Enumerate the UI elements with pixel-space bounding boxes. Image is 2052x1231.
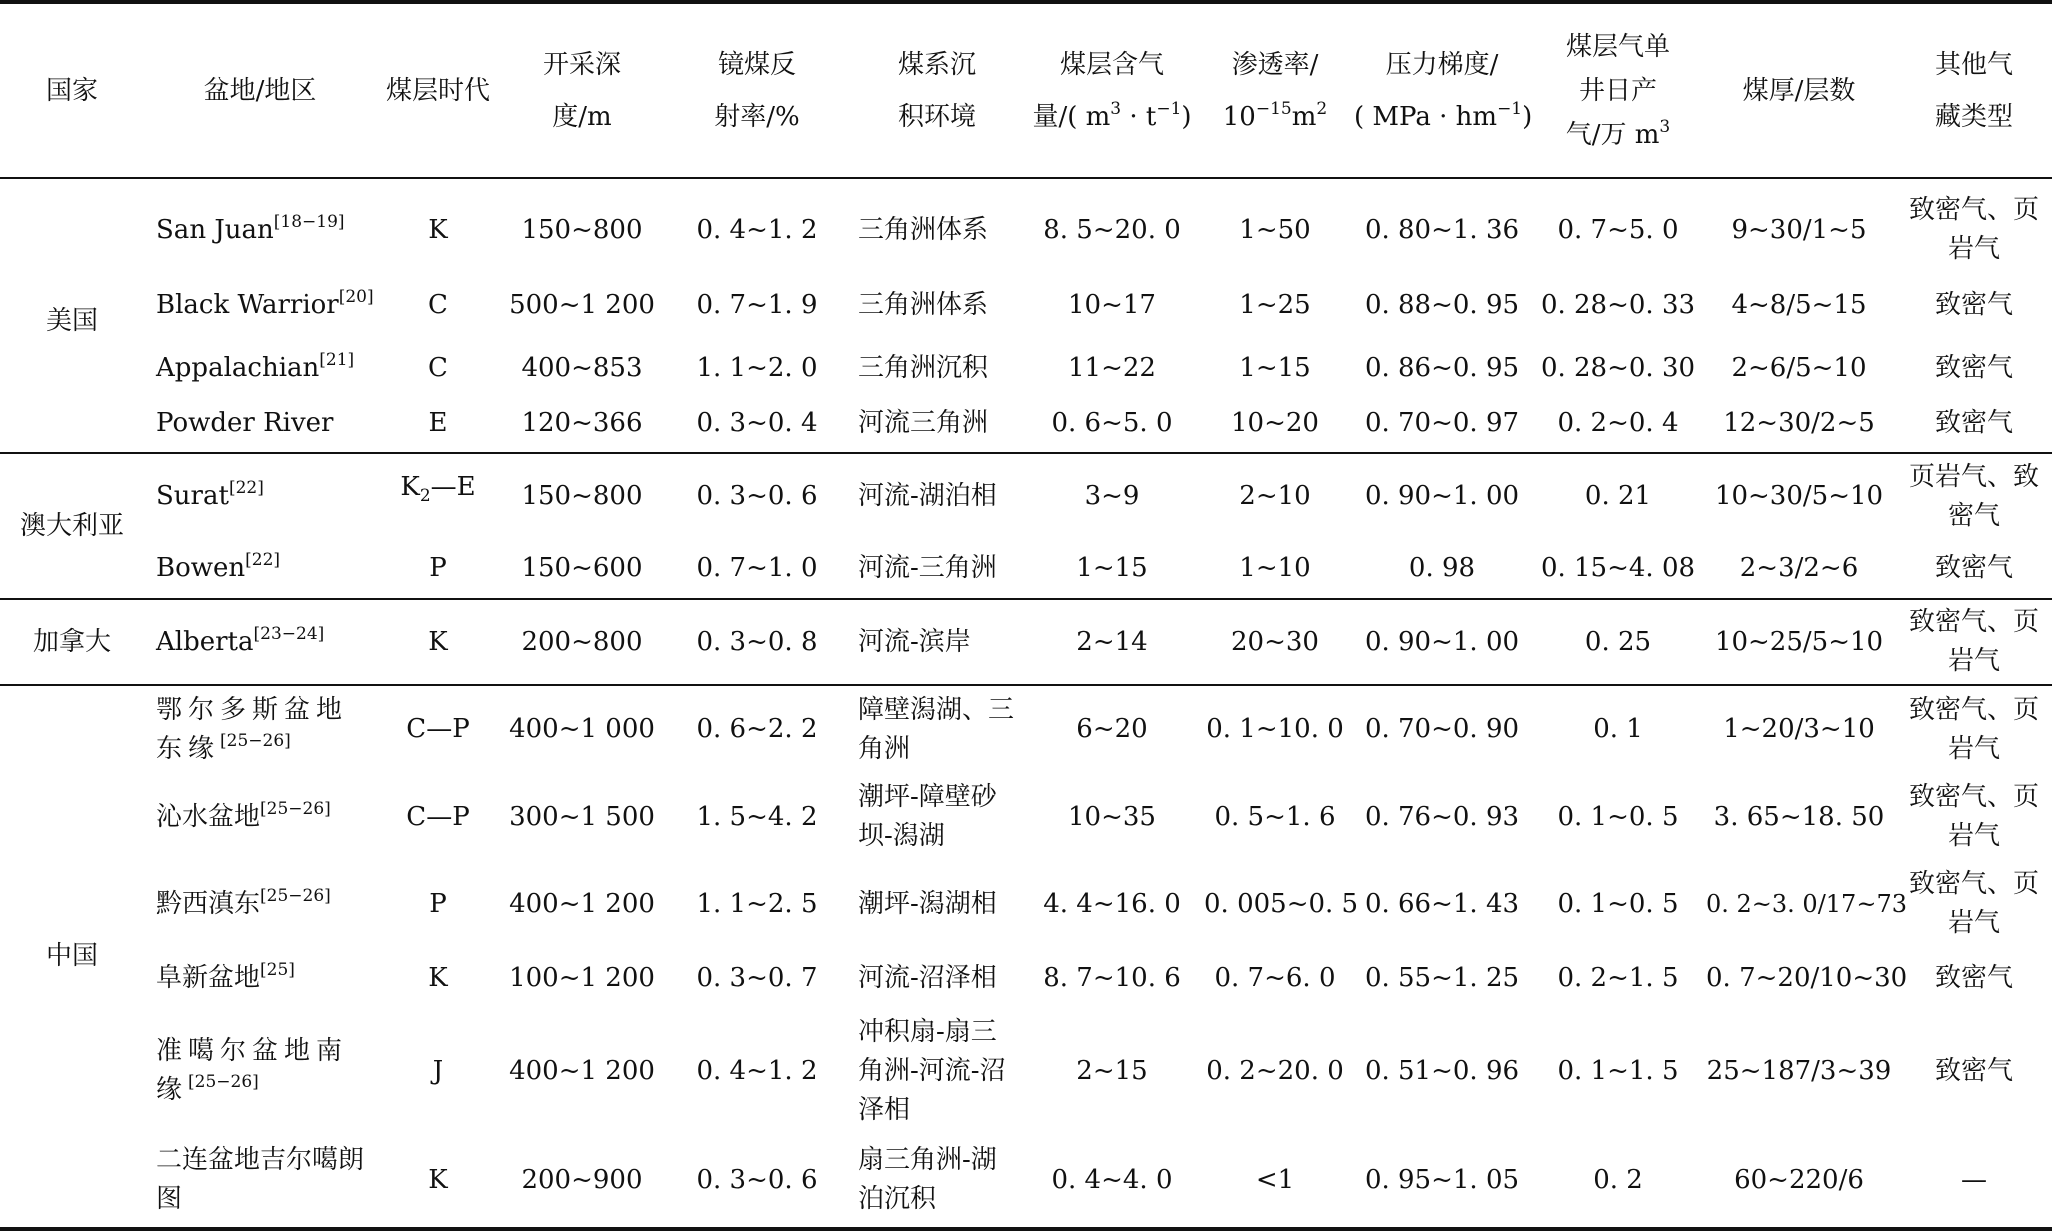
other-cell: 致密气、页岩气 [1908, 869, 2039, 938]
header-thickness: 煤厚/层数 [1742, 75, 1856, 106]
gas-cell: 1~15 [1076, 553, 1148, 583]
ro-cell: 0. 3~0. 8 [696, 626, 818, 657]
env-cell: 扇三角洲-湖泊沉积 [858, 1145, 997, 1214]
table-row [0, 539, 2052, 599]
perm-cell: 0. 005~0. 5 [1204, 888, 1359, 919]
perm-cell: 0. 1~10. 0 [1206, 714, 1344, 744]
basin-cell: 二连盆地吉尔噶朗图 [156, 1145, 365, 1214]
era-cell: K [428, 626, 448, 657]
env-cell: 河流-沼泽相 [858, 962, 997, 993]
production-cell: 0. 2~0. 4 [1557, 408, 1679, 438]
era-cell: E [428, 408, 448, 438]
production-cell: 0. 25 [1584, 626, 1652, 657]
thickness-cell: 10~30/5~10 [1714, 481, 1884, 511]
basin-cell: 黔西滇东[25−26] [156, 885, 331, 919]
other-cell: 致密气 [1934, 962, 2013, 993]
depth-cell: 400~853 [521, 352, 643, 383]
ro-cell: 0. 4~1. 2 [696, 1055, 818, 1086]
perm-cell: 0. 2~20. 0 [1206, 1055, 1344, 1086]
header-env: 煤系沉 积环境 [897, 49, 976, 132]
depth-cell: 200~800 [521, 626, 643, 657]
table-row [0, 773, 2052, 861]
other-cell: 致密气 [1934, 352, 2013, 383]
pressure-cell: 0. 90~1. 00 [1364, 626, 1520, 657]
ro-cell: 0. 3~0. 6 [696, 481, 818, 511]
production-cell: 0. 1 [1593, 714, 1643, 744]
thickness-cell: 9~30/1~5 [1731, 214, 1867, 245]
era-cell: K [428, 214, 448, 245]
perm-cell: 0. 7~6. 0 [1214, 962, 1336, 993]
header-gas-content: 煤层含气 量/( $m^3 \cdot t^{-1}$) [1032, 49, 1192, 132]
header-basin: 盆地/地区 [203, 75, 317, 106]
perm-cell: 1~10 [1239, 553, 1311, 583]
depth-cell: 400~1 000 [509, 714, 655, 744]
thickness-cell: 60~220/6 [1734, 1164, 1864, 1195]
era-cell: P [429, 553, 447, 583]
table-row [0, 453, 2052, 539]
table-row [0, 861, 2052, 947]
basin-cell: 鄂尔多斯盆地东缘[25−26] [156, 694, 349, 764]
ro-cell: 0. 3~0. 4 [696, 408, 818, 438]
basin-cell: 准噶尔盆地南缘[25−26] [156, 1036, 349, 1105]
depth-cell: 150~800 [521, 481, 643, 511]
production-cell: 0. 2~1. 5 [1557, 962, 1679, 993]
table-row [0, 1009, 2052, 1133]
table-row [0, 395, 2052, 453]
table-header [0, 2, 2052, 178]
era-cell: C—P [406, 714, 470, 744]
production-cell: 0. 28~0. 33 [1540, 289, 1696, 320]
env-cell: 障壁潟湖、三角洲 [858, 694, 1015, 764]
gas-cell: 11~22 [1068, 352, 1156, 383]
other-cell: 致密气、页岩气 [1908, 694, 2039, 764]
group-usa [0, 178, 2052, 453]
depth-cell: 150~600 [521, 553, 643, 583]
other-cell: 致密气、页岩气 [1908, 782, 2039, 851]
other-cell: 致密气 [1934, 553, 2013, 583]
basin-cell: San Juan[18−19] [156, 211, 345, 245]
pressure-cell: 0. 51~0. 96 [1364, 1055, 1520, 1086]
gas-cell: 2~14 [1076, 626, 1148, 657]
era-cell: P [429, 888, 447, 919]
header-production: 煤层气单 井日产 气/万 $m^3$ [1565, 31, 1671, 150]
era-cell: C [428, 352, 448, 383]
table-row [0, 341, 2052, 395]
country-cell: 澳大利亚 [19, 510, 124, 541]
perm-cell: 20~30 [1231, 626, 1319, 657]
env-cell: 潮坪-潟湖相 [858, 888, 997, 919]
header-permeability: 渗透率/ $10^{-15}m^2$ [1222, 49, 1328, 132]
country-cell: 美国 [45, 306, 98, 336]
depth-cell: 120~366 [521, 408, 643, 438]
table-row [0, 269, 2052, 341]
pressure-cell: 0. 76~0. 93 [1364, 801, 1520, 832]
production-cell: 0. 1~1. 5 [1557, 1055, 1679, 1086]
header-era: 煤层时代 [385, 75, 490, 106]
env-cell: 潮坪-障壁砂坝-潟湖 [858, 782, 997, 851]
env-cell: 河流三角洲 [858, 408, 989, 438]
ro-cell: 0. 7~1. 0 [696, 553, 818, 583]
depth-cell: 400~1 200 [509, 1055, 655, 1086]
pressure-cell: 0. 66~1. 43 [1364, 888, 1520, 919]
production-cell: 0. 28~0. 30 [1540, 352, 1696, 383]
production-cell: 0. 21 [1584, 481, 1652, 511]
table-row [0, 947, 2052, 1009]
era-cell: J [432, 1055, 444, 1086]
ro-cell: 0. 3~0. 7 [696, 962, 818, 993]
pressure-cell: 0. 86~0. 95 [1364, 352, 1520, 383]
env-cell: 河流-三角洲 [858, 553, 997, 583]
basin-cell: Powder River [156, 408, 334, 438]
basin-cell: Surat[22] [156, 478, 264, 511]
era-cell: K [428, 962, 448, 993]
era-cell: C—P [406, 801, 470, 832]
table-row [0, 599, 2052, 685]
gas-cell: 0. 6~5. 0 [1051, 408, 1173, 438]
gas-cell: 0. 4~4. 0 [1051, 1164, 1173, 1195]
depth-cell: 200~900 [521, 1164, 643, 1195]
env-cell: 三角洲体系 [858, 289, 989, 320]
production-cell: 0. 2 [1593, 1164, 1643, 1195]
perm-cell: 1~50 [1239, 214, 1311, 245]
perm-cell: 1~15 [1239, 352, 1311, 383]
other-cell: 致密气、页岩气 [1908, 607, 2039, 676]
thickness-cell: 10~25/5~10 [1714, 626, 1884, 657]
perm-cell: <1 [1255, 1164, 1295, 1195]
other-cell: 致密气、页岩气 [1908, 195, 2039, 264]
header-other: 其他气 藏类型 [1934, 49, 2013, 132]
env-cell: 三角洲体系 [858, 214, 989, 245]
pressure-cell: 0. 55~1. 25 [1364, 962, 1520, 993]
other-cell: 致密气 [1934, 1055, 2013, 1086]
thickness-cell: 2~6/5~10 [1731, 352, 1867, 383]
basin-cell: 阜新盆地[25] [156, 959, 295, 993]
pressure-cell: 0. 98 [1408, 553, 1476, 583]
basin-cell: 沁水盆地[25−26] [156, 798, 331, 832]
ro-cell: 0. 3~0. 6 [696, 1164, 818, 1195]
ro-cell: 0. 6~2. 2 [696, 714, 818, 744]
thickness-cell: 1~20/3~10 [1723, 714, 1875, 744]
pressure-cell: 0. 95~1. 05 [1364, 1164, 1520, 1195]
pressure-cell: 0. 80~1. 36 [1364, 214, 1520, 245]
ro-cell: 0. 4~1. 2 [696, 214, 818, 245]
group-china [0, 685, 2052, 1229]
production-cell: 0. 7~5. 0 [1557, 214, 1679, 245]
thickness-cell: 4~8/5~15 [1731, 289, 1867, 320]
env-cell: 三角洲沉积 [858, 352, 989, 383]
env-cell: 河流-滨岸 [858, 626, 971, 657]
depth-cell: 100~1 200 [509, 962, 655, 993]
perm-cell: 0. 5~1. 6 [1214, 801, 1336, 832]
production-cell: 0. 1~0. 5 [1557, 801, 1679, 832]
era-cell: $K_2—E$ [400, 472, 476, 506]
pressure-cell: 0. 90~1. 00 [1364, 481, 1520, 511]
ro-cell: 1. 1~2. 5 [696, 888, 818, 919]
header-ro: 镜煤反 射率/% [714, 49, 800, 132]
era-cell: K [428, 1164, 448, 1195]
gas-cell: 4. 4~16. 0 [1043, 888, 1181, 919]
depth-cell: 150~800 [521, 214, 643, 245]
thickness-cell: 0. 7~20/10~30 [1706, 962, 1908, 993]
env-cell: 河流-湖泊相 [858, 481, 997, 511]
thickness-cell: 3. 65~18. 50 [1713, 801, 1885, 832]
era-cell: C [428, 289, 448, 320]
ro-cell: 1. 5~4. 2 [696, 801, 818, 832]
table-row [0, 685, 2052, 773]
perm-cell: 1~25 [1239, 289, 1311, 320]
env-cell: 冲积扇-扇三角洲-河流-沼泽相 [858, 1016, 1006, 1125]
perm-cell: 10~20 [1231, 408, 1319, 438]
header-row [0, 2, 2052, 178]
header-country: 国家 [45, 75, 98, 106]
gas-cell: 8. 7~10. 6 [1043, 962, 1181, 993]
basin-cell: Bowen[22] [156, 550, 281, 583]
table-row [0, 1133, 2052, 1229]
group-australia [0, 453, 2052, 599]
depth-cell: 500~1 200 [509, 289, 655, 320]
country-cell: 中国 [45, 941, 98, 971]
pressure-cell: 0. 70~0. 90 [1364, 714, 1520, 744]
other-cell: 致密气 [1934, 289, 2013, 320]
ro-cell: 0. 7~1. 9 [696, 289, 818, 320]
gas-cell: 10~35 [1068, 801, 1156, 832]
header-depth: 开采深 度/m [542, 49, 621, 132]
thickness-cell: 2~3/2~6 [1739, 553, 1859, 583]
thickness-cell: 25~187/3~39 [1706, 1055, 1892, 1086]
other-cell: 致密气 [1934, 408, 2013, 438]
gas-cell: 8. 5~20. 0 [1043, 214, 1181, 245]
thickness-cell: 0. 2~3. 0/17~73 [1706, 889, 1907, 918]
basin-cell: Appalachian[21] [156, 349, 355, 383]
pressure-cell: 0. 88~0. 95 [1364, 289, 1520, 320]
thickness-cell: 12~30/2~5 [1723, 408, 1875, 438]
perm-cell: 2~10 [1239, 481, 1311, 511]
group-canada [0, 599, 2052, 685]
depth-cell: 300~1 500 [509, 801, 655, 832]
other-cell: 页岩气、致密气 [1908, 461, 2039, 531]
gas-cell: 2~15 [1076, 1055, 1148, 1086]
pressure-cell: 0. 70~0. 97 [1364, 408, 1520, 438]
ro-cell: 1. 1~2. 0 [696, 352, 818, 383]
production-cell: 0. 15~4. 08 [1540, 553, 1696, 583]
basin-cell: Black Warrior[20] [156, 286, 374, 320]
gas-cell: 3~9 [1084, 481, 1140, 511]
table-row [0, 178, 2052, 269]
country-cell: 加拿大 [32, 626, 111, 657]
header-pressure: 压力梯度/ ( MPa · $hm^{-1}$) [1354, 49, 1533, 132]
production-cell: 0. 1~0. 5 [1557, 888, 1679, 919]
gas-cell: 10~17 [1068, 289, 1156, 320]
other-cell: — [1961, 1164, 1987, 1195]
basin-cell: Alberta[23−24] [156, 623, 325, 657]
gas-cell: 6~20 [1076, 714, 1148, 744]
depth-cell: 400~1 200 [509, 888, 655, 919]
